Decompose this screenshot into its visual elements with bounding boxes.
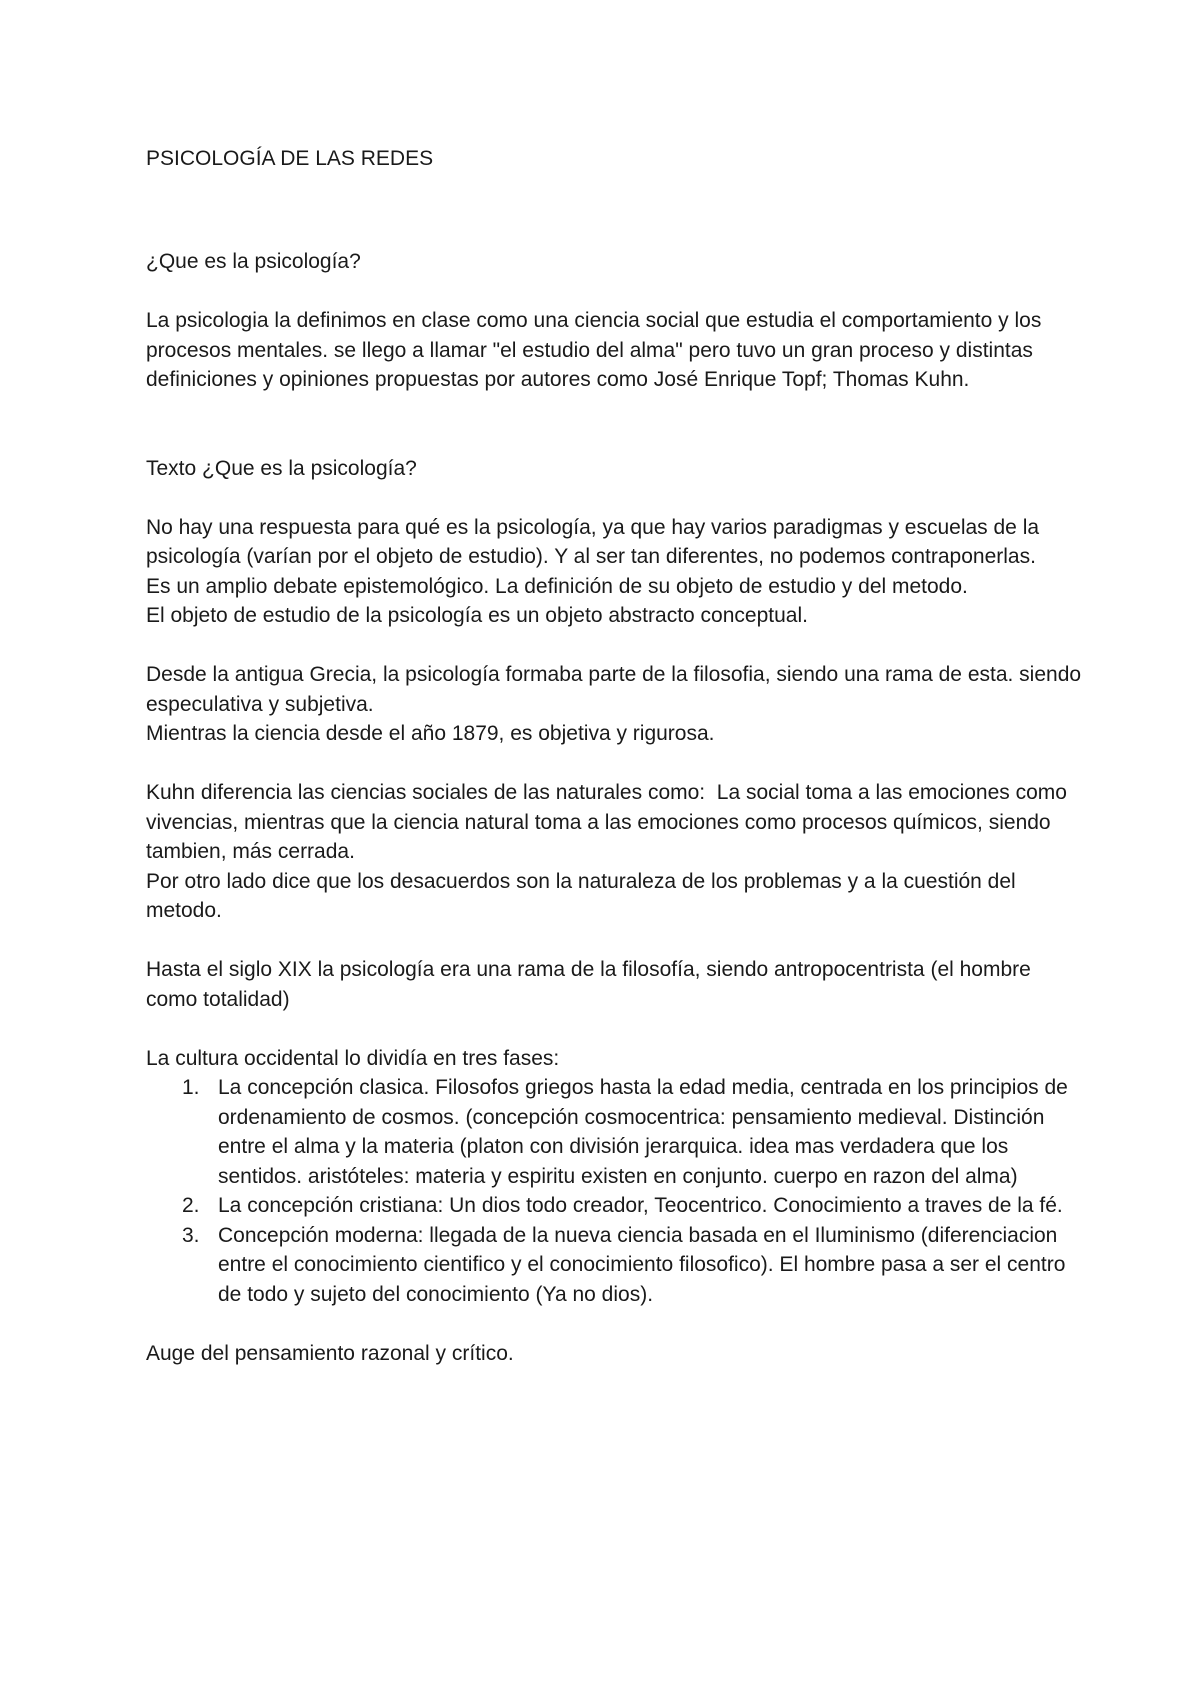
list-item-number: 2. (182, 1194, 200, 1217)
list-item (146, 1191, 1086, 1221)
list-item-text: La concepción cristiana: Un dios todo creador, Teocentrico. Conocimiento a traves de la fé. (218, 1194, 1063, 1217)
definition-paragraph: La psicologia la definimos en clase como una ciencia social que estudia el comportamiento y los procesos mentales. se llego a llamar "el estudio del alma" pero tuvo un gran proceso y distintas definiciones y opiniones propuestas por autores como José Enrique Topf; Thomas Kuhn. (146, 309, 1048, 391)
spacer (146, 631, 1086, 661)
document-title: PSICOLOGÍA DE LAS REDES (146, 147, 434, 170)
desacuerdos-paragraph: Por otro lado dice que los desacuerdos son la naturaleza de los problemas y a la cuestión del metodo. (146, 869, 1022, 922)
grecia-paragraph: Desde la antigua Grecia, la psicología formaba parte de la filosofia, siendo una rama de esta. siendo especulativa y subjetiva. (146, 663, 1087, 716)
debate-paragraph: Es un amplio debate epistemológico. La definición de su objeto de estudio y del metodo. (146, 574, 968, 598)
list-item-number: 1. (182, 1076, 200, 1099)
document-page (146, 144, 1086, 1368)
list-item-text: La concepción clasica. Filosofos griegos hasta la edad media, centrada en los principios de ordenamiento de cosmos. (concepción cosmocentrica: pensamiento medieval. Distinción entre el alma y la materia (platon con división jerarquica. idea mas verdadera que los sentidos. aristóteles: materia y espiritu existen en conjunto. cuerpo en razon del alma) (218, 1076, 1068, 1188)
spacer (146, 483, 1086, 513)
kuhn-paragraph: Kuhn diferencia las ciencias sociales de las naturales como: La social toma a las emociones como vivencias, mientras que la ciencia natural toma a las emociones como procesos químicos, siendo tambien, más cerrada. (146, 781, 1073, 863)
spacer (146, 395, 1086, 454)
spacer (146, 749, 1086, 779)
list-item-number: 3. (182, 1223, 200, 1247)
object-paragraph: El objeto de estudio de la psicología es un objeto abstracto conceptual. (146, 604, 808, 627)
spacer (146, 1309, 1086, 1339)
list-item (146, 1221, 1086, 1310)
spacer (146, 926, 1086, 956)
spacer (146, 277, 1086, 307)
question-heading: ¿Que es la psicología? (146, 250, 361, 273)
spacer (146, 218, 1086, 248)
phases-list (146, 1073, 1086, 1309)
list-item-text: Concepción moderna: llegada de la nueva ciencia basada en el Iluminismo (diferenciacion entre el conocimiento cientifico y el conocimiento filosofico). El hombre pasa a ser el centro de todo y sujeto del conocimiento (Ya no dios). (218, 1223, 1066, 1306)
auge-paragraph: Auge del pensamiento razonal y crítico. (146, 1341, 514, 1365)
spacer (146, 1014, 1086, 1044)
spacer (146, 174, 1086, 218)
list-item (146, 1073, 1086, 1191)
siglo-paragraph: Hasta el siglo XIX la psicología era una rama de la filosofía, siendo antropocentrista (el hombre como totalidad) (146, 958, 1037, 1011)
no-answer-paragraph: No hay una respuesta para qué es la psicología, ya que hay varios paradigmas y escuelas de la psicología (varían por el objeto de estudio). Y al ser tan diferentes, no podemos contraponerlas. (146, 515, 1045, 568)
cultura-paragraph: La cultura occidental lo dividía en tres fases: (146, 1046, 560, 1070)
ciencia-paragraph: Mientras la ciencia desde el año 1879, es objetiva y rigurosa. (146, 722, 715, 745)
text-heading: Texto ¿Que es la psicología? (146, 456, 417, 480)
